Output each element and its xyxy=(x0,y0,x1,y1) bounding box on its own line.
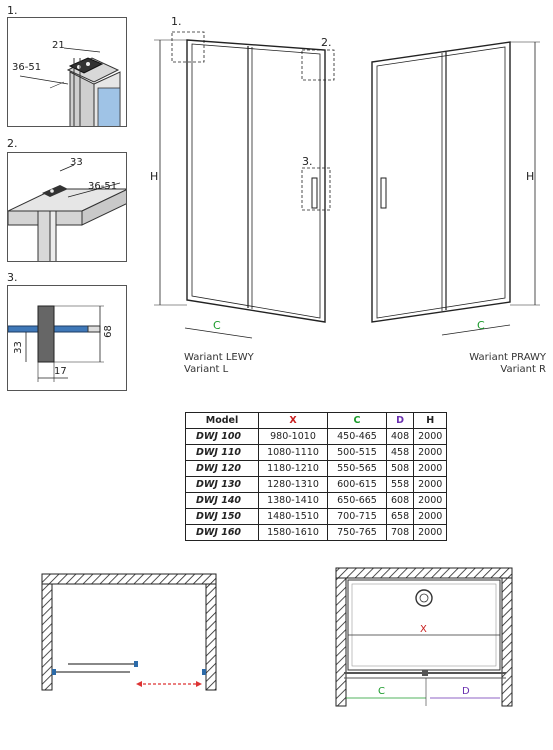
table-cell: 408 xyxy=(387,429,414,445)
table-cell: 2000 xyxy=(414,493,447,509)
detail-3-dim-a: 68 xyxy=(102,325,114,338)
right-width-label: C xyxy=(477,319,485,332)
right-plan-view xyxy=(330,560,520,710)
door-elevations xyxy=(140,10,553,350)
left-variant-line1: Wariant LEWY xyxy=(184,352,254,363)
table-row xyxy=(186,525,447,541)
table-cell: 2000 xyxy=(414,429,447,445)
table-cell: 500-515 xyxy=(328,445,387,461)
header-h: H xyxy=(414,413,447,429)
table-cell: 1480-1510 xyxy=(259,509,328,525)
detail-2-dim-b: 36-51 xyxy=(88,181,118,192)
detail-3-drawing xyxy=(8,286,127,391)
detail-3-dim-c: 17 xyxy=(54,366,67,377)
table-cell: 750-765 xyxy=(328,525,387,541)
header-c: C xyxy=(328,413,387,429)
detail-3-index: 3. xyxy=(7,271,18,284)
left-plan-view xyxy=(30,560,230,700)
detail-1-box xyxy=(7,17,127,127)
left-width-label: C xyxy=(213,319,221,332)
table-cell: 450-465 xyxy=(328,429,387,445)
table-cell: DWJ 110 xyxy=(186,445,259,461)
right-variant-caption xyxy=(450,352,546,376)
detail-1-index: 1. xyxy=(7,4,18,17)
table-cell: 608 xyxy=(387,493,414,509)
callout-2: 2. xyxy=(321,36,332,49)
table-body xyxy=(186,429,447,541)
table-cell: 2000 xyxy=(414,477,447,493)
table-header-row xyxy=(186,413,447,429)
detail-1-dim-a: 21 xyxy=(52,40,65,51)
header-model: Model xyxy=(186,413,259,429)
detail-2-index: 2. xyxy=(7,137,18,150)
right-door xyxy=(372,42,540,335)
left-height-label: H xyxy=(150,170,159,183)
callout-3: 3. xyxy=(302,155,313,168)
table-cell: DWJ 120 xyxy=(186,461,259,477)
header-d: D xyxy=(387,413,414,429)
right-variant-line1: Wariant PRAWY xyxy=(469,352,546,363)
table-cell: DWJ 100 xyxy=(186,429,259,445)
table-row xyxy=(186,493,447,509)
table-cell: 1380-1410 xyxy=(259,493,328,509)
table-cell: DWJ 140 xyxy=(186,493,259,509)
table-cell: 1580-1610 xyxy=(259,525,328,541)
table-cell: 708 xyxy=(387,525,414,541)
table-cell: 600-615 xyxy=(328,477,387,493)
plan-d-label: D xyxy=(462,686,470,697)
table-cell: 550-565 xyxy=(328,461,387,477)
table-cell: 508 xyxy=(387,461,414,477)
table-cell: DWJ 160 xyxy=(186,525,259,541)
detail-3-dim-b: 33 xyxy=(12,341,24,354)
table-cell: 1280-1310 xyxy=(259,477,328,493)
callout-1: 1. xyxy=(171,15,182,28)
table-cell: DWJ 150 xyxy=(186,509,259,525)
plan-c-label: C xyxy=(378,686,385,697)
right-variant-line2: Variant R xyxy=(500,364,546,375)
left-door xyxy=(154,32,334,338)
right-height-label: H xyxy=(526,170,535,183)
table-cell: 558 xyxy=(387,477,414,493)
table-row xyxy=(186,477,447,493)
detail-1-dim-b: 36-51 xyxy=(12,62,42,73)
plan-x-label: X xyxy=(420,624,427,635)
dimensions-table xyxy=(185,412,447,541)
table-cell: 700-715 xyxy=(328,509,387,525)
table-cell: 2000 xyxy=(414,525,447,541)
detail-2-dim-a: 33 xyxy=(70,157,83,168)
table-cell: DWJ 130 xyxy=(186,477,259,493)
table-row xyxy=(186,445,447,461)
header-x: X xyxy=(259,413,328,429)
table-row xyxy=(186,429,447,445)
detail-2-drawing xyxy=(8,153,127,262)
left-variant-line2: Variant L xyxy=(184,364,229,375)
table-cell: 2000 xyxy=(414,461,447,477)
table-cell: 1180-1210 xyxy=(259,461,328,477)
table-row xyxy=(186,509,447,525)
table-cell: 1080-1110 xyxy=(259,445,328,461)
table-cell: 980-1010 xyxy=(259,429,328,445)
table-cell: 2000 xyxy=(414,509,447,525)
table-cell: 2000 xyxy=(414,445,447,461)
table-cell: 658 xyxy=(387,509,414,525)
table-cell: 650-665 xyxy=(328,493,387,509)
table-cell: 458 xyxy=(387,445,414,461)
detail-2-box xyxy=(7,152,127,262)
detail-3-box xyxy=(7,285,127,391)
left-variant-caption xyxy=(184,352,254,376)
table-row xyxy=(186,461,447,477)
